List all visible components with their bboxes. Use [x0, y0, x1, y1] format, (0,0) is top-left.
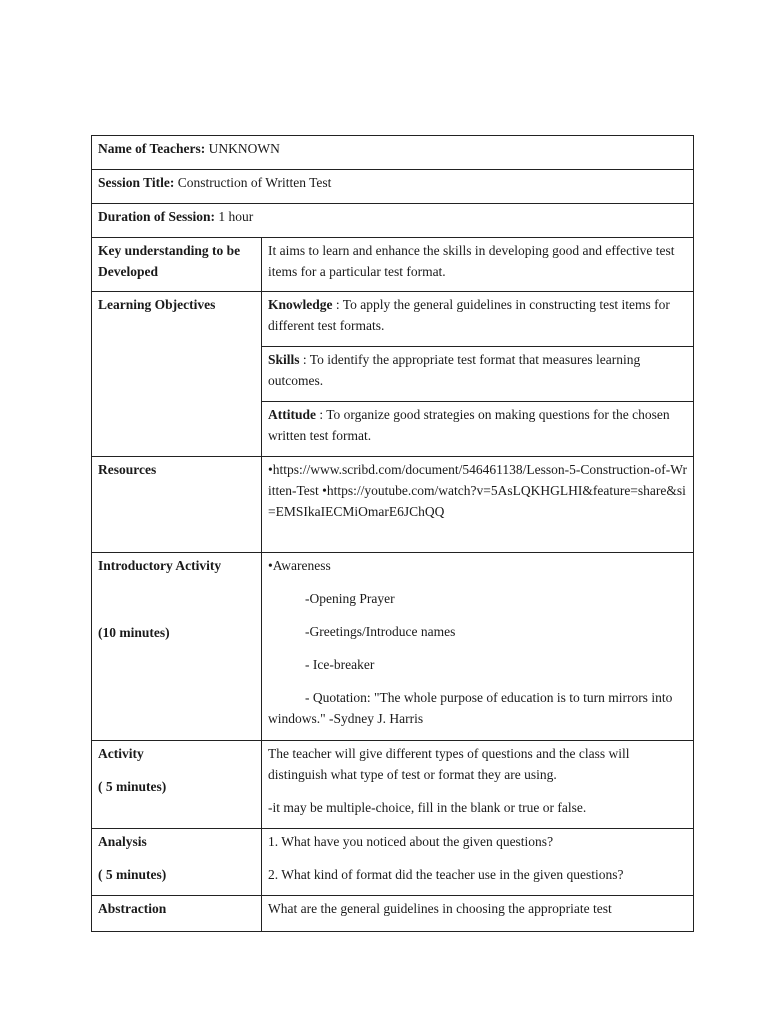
activity-minutes: ( 5 minutes): [98, 779, 167, 794]
skills-text: : To identify the appropriate test format that measures learning outcomes.: [268, 352, 641, 388]
abstraction-value: What are the general guidelines in choosing the appropriate test: [262, 896, 694, 932]
introductory-row: [92, 553, 694, 741]
intro-item: -Greetings/Introduce names: [305, 624, 456, 639]
analysis-value-cell: [262, 829, 694, 896]
activity-label: Activity: [98, 746, 144, 761]
knowledge-text: : To apply the general guidelines in constructing test items for different test formats.: [268, 297, 670, 333]
duration-cell: [92, 204, 694, 238]
session-title-label: Session Title:: [98, 175, 175, 190]
session-title-value: Construction of Written Test: [174, 175, 332, 190]
attitude-label: Attitude: [268, 407, 316, 422]
resources-value: •https://www.scribd.com/document/546461138/Lesson-5-Construction-of-Written-Test •https://youtube.com/watch?v=5AsLQKHGLHI&feature=share&si=EMSIkaIECMiOmarE6JChQQ: [262, 457, 694, 553]
activity-text: The teacher will give different types of questions and the class will distinguish what type of test or format they are using.: [268, 746, 630, 782]
intro-item: - Ice-breaker: [305, 657, 375, 672]
analysis-question-2: 2. What kind of format did the teacher use in the given questions?: [268, 867, 624, 882]
session-title-row: [92, 170, 694, 204]
introductory-minutes: (10 minutes): [98, 625, 170, 640]
knowledge-cell: [262, 292, 694, 347]
activity-text-2: -it may be multiple-choice, fill in the blank or true or false.: [268, 800, 587, 815]
resources-label: Resources: [92, 457, 262, 553]
skills-label: Skills: [268, 352, 300, 367]
learning-objectives-row-knowledge: [92, 292, 694, 347]
introductory-label: Introductory Activity: [98, 558, 222, 573]
key-understanding-label: Key understanding to be Developed: [92, 238, 262, 292]
analysis-question-1: 1. What have you noticed about the given questions?: [268, 834, 554, 849]
duration-label: Duration of Session:: [98, 209, 216, 224]
skills-cell: [262, 347, 694, 402]
intro-item: -Opening Prayer: [305, 591, 395, 606]
analysis-minutes: ( 5 minutes): [98, 867, 167, 882]
introductory-value-cell: [262, 553, 694, 741]
knowledge-label: Knowledge: [268, 297, 333, 312]
duration-row: [92, 204, 694, 238]
analysis-label-cell: [92, 829, 262, 896]
activity-value-cell: [262, 741, 694, 829]
teachers-cell: [92, 136, 694, 170]
teachers-label: Name of Teachers:: [98, 141, 206, 156]
duration-value: 1 hour: [215, 209, 254, 224]
analysis-row: [92, 829, 694, 896]
teachers-row: [92, 136, 694, 170]
resources-row: [92, 457, 694, 553]
lesson-plan-table: [91, 135, 694, 932]
introductory-spacer: [98, 576, 255, 622]
key-understanding-row: [92, 238, 694, 292]
abstraction-row: [92, 896, 694, 932]
activity-label-cell: [92, 741, 262, 829]
learning-objectives-label: Learning Objectives: [92, 292, 262, 457]
attitude-text: : To organize good strategies on making questions for the chosen written test format.: [268, 407, 670, 443]
key-understanding-value: It aims to learn and enhance the skills in developing good and effective test items for a particular test format.: [262, 238, 694, 292]
session-title-cell: [92, 170, 694, 204]
attitude-cell: [262, 402, 694, 457]
activity-row: [92, 741, 694, 829]
abstraction-label: Abstraction: [92, 896, 262, 932]
introductory-label-cell: [92, 553, 262, 741]
analysis-label: Analysis: [98, 834, 147, 849]
intro-item: •Awareness: [268, 558, 331, 573]
teachers-value: UNKNOWN: [205, 141, 280, 156]
intro-item-quote: - Quotation: "The whole purpose of education is to turn mirrors into windows." -Sydney J. Harris: [268, 690, 673, 726]
